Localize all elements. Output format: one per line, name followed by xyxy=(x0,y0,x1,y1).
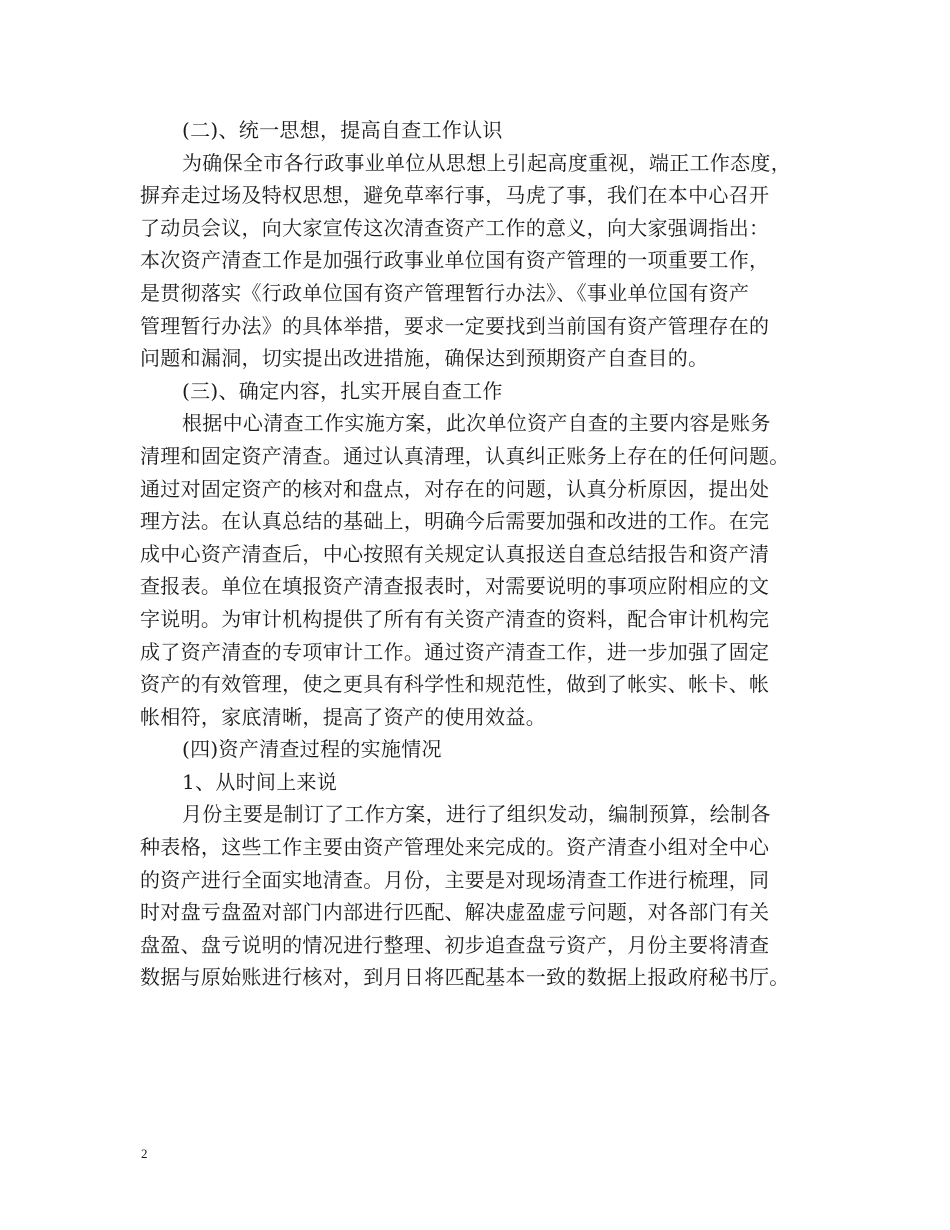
paragraph-line: 清理和固定资产清查。通过认真清理，认真纠正账务上存在的任何问题。 xyxy=(140,443,790,468)
paragraph-line: 字说明。为审计机构提供了所有有关资产清查的资料，配合审计机构完 xyxy=(140,606,770,631)
paragraph-line: 种表格，这些工作主要由资产管理处来完成的。资产清查小组对全中心 xyxy=(140,835,770,860)
paragraph-line: 根据中心清查工作实施方案，此次单位资产自查的主要内容是账务 xyxy=(182,411,771,436)
paragraph-line: 时对盘亏盘盈对部门内部进行匹配、解决虚盈虚亏问题，对各部门有关 xyxy=(140,900,770,925)
paragraph-line: 管理暂行办法》的具体举措，要求一定要找到当前国有资产管理存在的 xyxy=(140,313,770,338)
paragraph-line: 数据与原始账进行核对，到月日将匹配基本一致的数据上报政府秘书厅。 xyxy=(140,965,790,990)
paragraph-line: 查报表。单位在填报资产清查报表时，对需要说明的事项应附相应的文 xyxy=(140,574,770,599)
page-number: 2 xyxy=(141,1146,148,1161)
paragraph-line: 盘盈、盘亏说明的情况进行整理、初步追查盘亏资产，月份主要将清查 xyxy=(140,932,770,957)
paragraph-line: 的资产进行全面实地清查。月份，主要是对现场清查工作进行梳理，同 xyxy=(140,867,770,892)
paragraph-line: 问题和漏洞，切实提出改进措施，确保达到预期资产自查目的。 xyxy=(140,346,709,371)
paragraph-line: 本次资产清查工作是加强行政事业单位国有资产管理的一项重要工作， xyxy=(140,248,770,273)
paragraph-line: 成中心资产清查后，中心按照有关规定认真报送自查总结报告和资产清 xyxy=(140,541,770,566)
paragraph-line: 是贯彻落实《行政单位国有资产管理暂行办法》、《事业单位国有资产 xyxy=(140,280,750,305)
paragraph-line: 月份主要是制订了工作方案，进行了组织发动，编制预算，绘制各 xyxy=(182,802,771,827)
paragraph-line: 摒弃走过场及特权思想，避免草率行事，马虎了事，我们在本中心召开 xyxy=(140,183,770,208)
paragraph-line: 通过对固定资产的核对和盘点，对存在的问题，认真分析原因，提出处 xyxy=(140,476,770,501)
paragraph-line: 了动员会议，向大家宣传这次清查资产工作的意义，向大家强调指出： xyxy=(140,215,770,240)
subsection-heading: 1、从时间上来说 xyxy=(182,769,338,794)
paragraph-line: 理方法。在认真总结的基础上，明确今后需要加强和改进的工作。在完 xyxy=(140,509,770,534)
paragraph-line: 资产的有效管理，使之更具有科学性和规范性，做到了帐实、帐卡、帐 xyxy=(140,672,770,697)
section-heading-3: (三)、确定内容，扎实开展自查工作 xyxy=(182,378,503,403)
paragraph-line: 为确保全市各行政事业单位从思想上引起高度重视，端正工作态度， xyxy=(182,150,791,175)
section-heading-4: (四)资产清查过程的实施情况 xyxy=(182,737,442,762)
section-heading-2: (二)、统一思想，提高自查工作认识 xyxy=(182,118,503,142)
paragraph-line: 帐相符，家底清晰，提高了资产的使用效益。 xyxy=(140,704,546,729)
paragraph-line: 成了资产清查的专项审计工作。通过资产清查工作，进一步加强了固定 xyxy=(140,639,770,664)
document-body xyxy=(140,114,830,994)
